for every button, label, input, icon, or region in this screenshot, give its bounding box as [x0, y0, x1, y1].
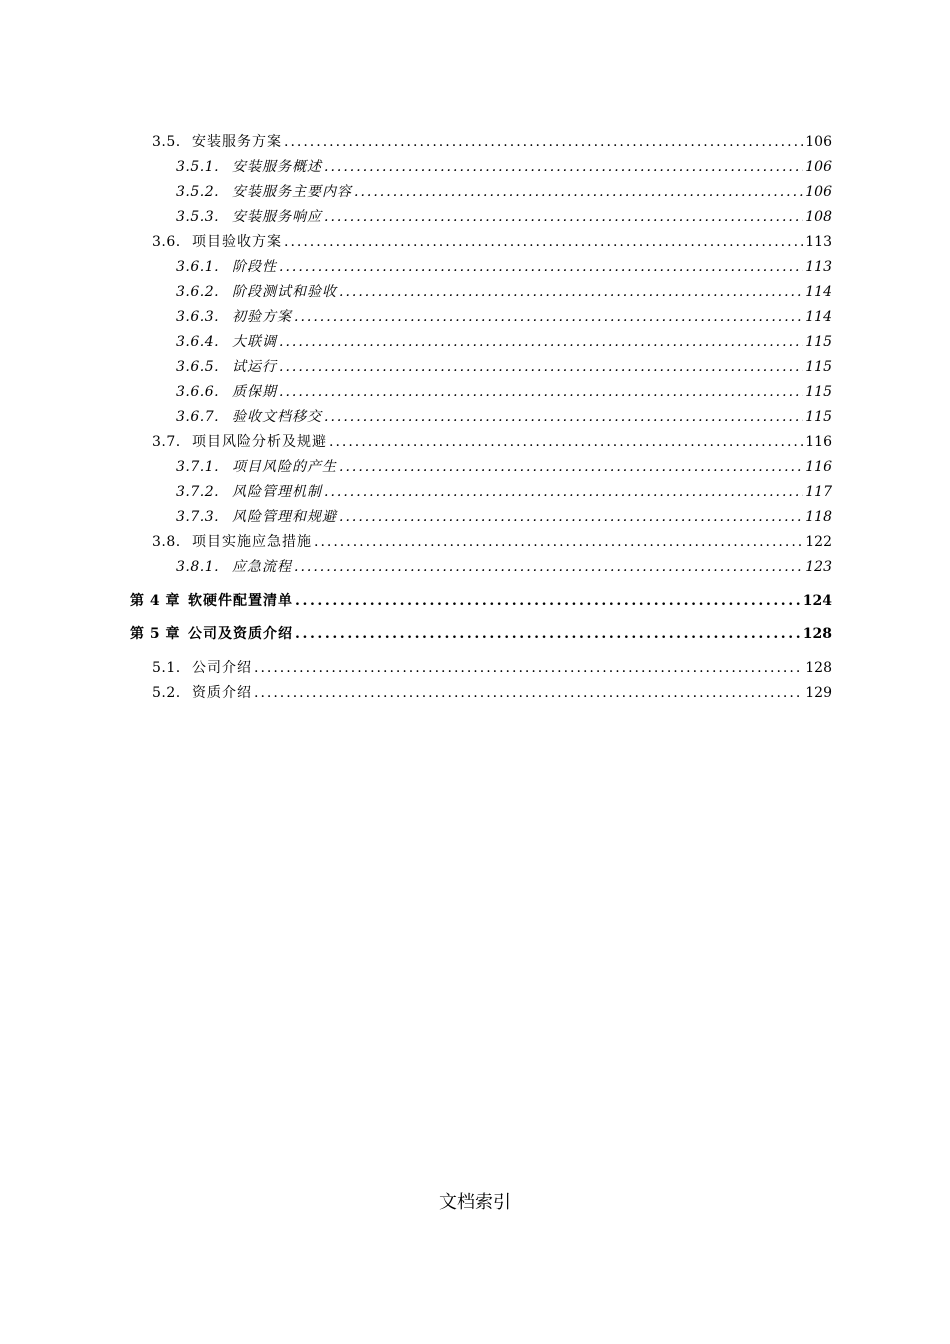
toc-entry-title: 风险管理机制	[232, 484, 322, 500]
toc-chapter[interactable]	[130, 624, 832, 644]
toc-entry-number: 3.6.2.	[176, 284, 220, 300]
toc-entry[interactable]	[176, 357, 832, 377]
dot-leader	[324, 207, 803, 227]
toc-entry-title: 项目验收方案	[192, 234, 282, 250]
toc-entry[interactable]	[176, 157, 832, 177]
dot-leader	[339, 457, 803, 477]
toc-entry-number: 5.1.	[152, 660, 181, 676]
toc-entry-page: 123	[805, 559, 832, 575]
toc-entry-title: 安装服务响应	[232, 209, 322, 225]
toc-entry-title: 初验方案	[232, 309, 292, 325]
toc-entry[interactable]	[176, 382, 832, 402]
toc-entry[interactable]	[176, 282, 832, 302]
toc-entry-title: 公司及资质介绍	[188, 626, 293, 642]
toc-entry-page: 106	[805, 159, 832, 175]
dot-leader	[279, 357, 803, 377]
toc-entry-number: 3.6.	[152, 234, 181, 250]
toc-entry-number: 5.2.	[152, 685, 181, 701]
toc-entry-page: 116	[805, 459, 832, 475]
toc-entry-title: 项目风险的产生	[232, 459, 337, 475]
toc-entry-title: 安装服务概述	[232, 159, 322, 175]
toc-entry-page: 128	[802, 626, 832, 642]
toc-entry-title: 项目风险分析及规避	[192, 434, 327, 450]
toc-entry-number: 3.6.3.	[176, 309, 220, 325]
dot-leader	[324, 407, 803, 427]
toc-entry-number: 3.5.1.	[176, 159, 220, 175]
dot-leader	[254, 658, 803, 678]
toc-entry-page: 108	[805, 209, 832, 225]
toc-chapter[interactable]	[130, 591, 832, 611]
toc-entry[interactable]	[152, 532, 832, 552]
toc-entry-title: 质保期	[232, 384, 277, 400]
toc-entry-title: 安装服务主要内容	[232, 184, 352, 200]
dot-leader	[295, 591, 801, 611]
toc-entry-number: 3.8.	[152, 534, 181, 550]
toc-entry-page: 115	[805, 384, 832, 400]
dot-leader	[294, 307, 803, 327]
toc-entry[interactable]	[152, 432, 832, 452]
toc-entry[interactable]	[176, 257, 832, 277]
toc-entry-title: 试运行	[232, 359, 277, 375]
toc-entry[interactable]	[176, 207, 832, 227]
toc-entry-page: 115	[805, 409, 832, 425]
toc-entry-number: 3.7.3.	[176, 509, 220, 525]
dot-leader	[279, 257, 803, 277]
toc-entry-number: 3.8.1.	[176, 559, 220, 575]
dot-leader	[339, 282, 803, 302]
dot-leader	[294, 557, 803, 577]
toc-entry[interactable]	[176, 507, 832, 527]
toc-entry-title: 阶段性	[232, 259, 277, 275]
toc-entry-title: 公司介绍	[192, 660, 252, 676]
toc-entry-page: 124	[802, 593, 832, 609]
toc-entry-title: 软硬件配置清单	[188, 593, 293, 609]
document-index-heading: 文档索引	[439, 1192, 511, 1213]
toc-entry[interactable]	[176, 407, 832, 427]
dot-leader	[314, 532, 803, 552]
dot-leader	[339, 507, 803, 527]
toc-entry-page: 106	[805, 134, 832, 150]
toc-entry-page: 122	[805, 534, 832, 550]
toc-entry-number: 第 4 章	[130, 593, 180, 609]
toc-entry-number: 3.7.	[152, 434, 181, 450]
toc-entry-number: 3.6.7.	[176, 409, 220, 425]
toc-entry[interactable]	[176, 182, 832, 202]
toc-entry-page: 114	[805, 309, 832, 325]
toc-entry[interactable]	[152, 658, 832, 678]
toc-entry-page: 113	[805, 234, 832, 250]
toc-entry-page: 115	[805, 359, 832, 375]
dot-leader	[254, 683, 803, 703]
toc-entry-title: 风险管理和规避	[232, 509, 337, 525]
toc-entry-number: 3.7.1.	[176, 459, 220, 475]
toc-entry-title: 应急流程	[232, 559, 292, 575]
toc-entry-title: 项目实施应急措施	[192, 534, 312, 550]
toc-entry-page: 118	[805, 509, 832, 525]
dot-leader	[324, 482, 803, 502]
toc-entry-page: 116	[805, 434, 832, 450]
toc-entry-number: 3.5.3.	[176, 209, 220, 225]
toc-entry-page: 129	[805, 685, 832, 701]
toc-entry-page: 117	[805, 484, 832, 500]
toc-entry[interactable]	[176, 482, 832, 502]
toc-entry[interactable]	[176, 307, 832, 327]
toc-entry[interactable]	[152, 232, 832, 252]
toc-entry-number: 3.5.	[152, 134, 181, 150]
toc-entry-number: 3.7.2.	[176, 484, 220, 500]
dot-leader	[354, 182, 803, 202]
toc-entry-number: 3.6.1.	[176, 259, 220, 275]
dot-leader	[279, 332, 803, 352]
toc-entry-title: 资质介绍	[192, 685, 252, 701]
toc-entry-title: 验收文档移交	[232, 409, 322, 425]
dot-leader	[324, 157, 803, 177]
toc-entry-number: 第 5 章	[130, 626, 180, 642]
toc-entry[interactable]	[176, 332, 832, 352]
dot-leader	[284, 132, 803, 152]
toc-entry[interactable]	[152, 132, 832, 152]
toc-entry-page: 114	[805, 284, 832, 300]
toc-entry-title: 阶段测试和验收	[232, 284, 337, 300]
dot-leader	[295, 624, 801, 644]
toc-entry[interactable]	[176, 457, 832, 477]
toc-entry-number: 3.6.5.	[176, 359, 220, 375]
dot-leader	[279, 382, 803, 402]
dot-leader	[329, 432, 803, 452]
toc-entry-page: 128	[805, 660, 832, 676]
toc-entry-number: 3.5.2.	[176, 184, 220, 200]
toc-entry-title: 大联调	[232, 334, 277, 350]
toc-entry-number: 3.6.4.	[176, 334, 220, 350]
toc-entry[interactable]	[176, 557, 832, 577]
toc-entry[interactable]	[152, 683, 832, 703]
toc-entry-page: 115	[805, 334, 832, 350]
toc-entry-number: 3.6.6.	[176, 384, 220, 400]
toc-entry-page: 113	[805, 259, 832, 275]
toc-entry-title: 安装服务方案	[192, 134, 282, 150]
toc-entry-page: 106	[805, 184, 832, 200]
dot-leader	[284, 232, 803, 252]
